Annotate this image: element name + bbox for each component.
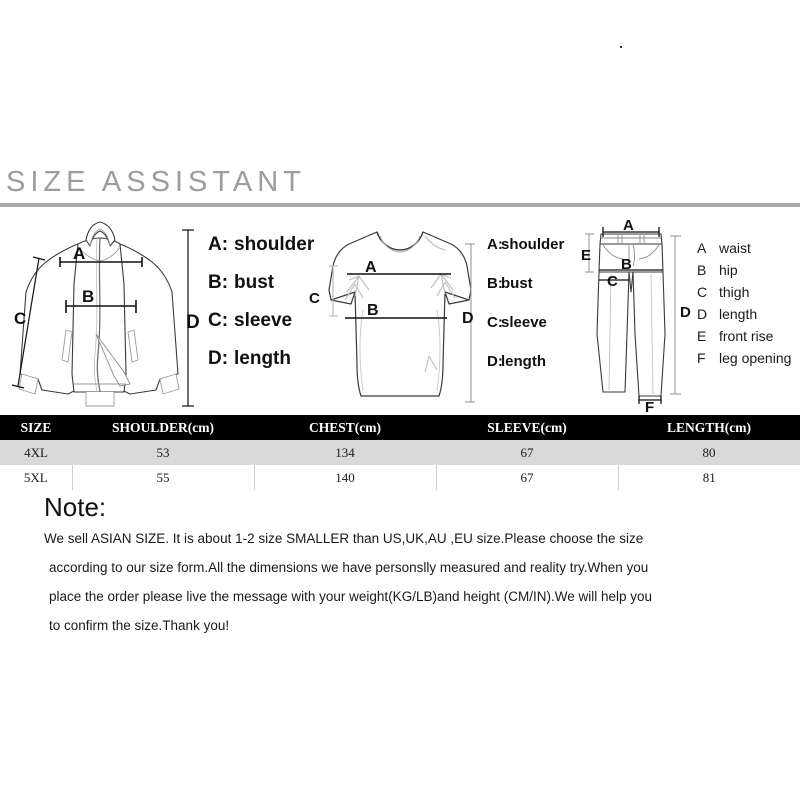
- legend-term: shoulder: [234, 234, 315, 255]
- legend-term: bust: [501, 275, 533, 292]
- title-divider: [0, 203, 800, 207]
- legend-key: C:: [487, 314, 503, 331]
- legend-term: length: [234, 348, 291, 369]
- svg-text:F: F: [645, 399, 655, 414]
- jacket-legend: [208, 234, 314, 386]
- svg-text:B: B: [82, 287, 95, 306]
- note-line: place the order please live the message with your weight(KG/LB)and height (CM/IN).We will help you: [49, 589, 653, 604]
- legend-item: [208, 348, 314, 386]
- jacket-diagram: [8, 214, 198, 414]
- legend-key: B:: [208, 272, 229, 293]
- legend-item: [697, 306, 791, 328]
- legend-item: [697, 240, 791, 262]
- legend-key: D:: [208, 348, 229, 369]
- legend-key: B:: [487, 275, 503, 292]
- legend-key: D: [697, 306, 708, 322]
- note-line: We sell ASIAN SIZE. It is about 1-2 size SMALLER than US,UK,AU ,EU size.Please choose the size: [44, 531, 644, 546]
- note-line: to confirm the size.Thank you!: [49, 618, 230, 633]
- page-title: SIZE ASSISTANT: [6, 166, 306, 198]
- svg-text:C: C: [14, 309, 27, 328]
- legend-term: length: [719, 306, 758, 322]
- legend-key: B: [697, 262, 707, 278]
- svg-text:A: A: [623, 217, 634, 234]
- note-line: according to our size form.All the dimensions we have personslly measured and reality try.When you: [49, 560, 649, 575]
- legend-key: A: [697, 240, 707, 256]
- legend-key: A:: [208, 234, 229, 255]
- legend-key: A:: [487, 236, 503, 253]
- cell-size: 4XL: [0, 440, 72, 465]
- legend-item: [487, 314, 564, 353]
- legend-term: shoulder: [501, 236, 565, 253]
- legend-item: [487, 236, 564, 275]
- svg-text:A: A: [73, 244, 86, 263]
- legend-term: waist: [719, 240, 751, 256]
- legend-key: D:: [487, 353, 503, 370]
- cell-sleeve: 67: [436, 465, 618, 490]
- legend-key: C: [697, 284, 708, 300]
- legend-term: sleeve: [234, 310, 293, 331]
- header-shoulder: SHOULDER(cm): [72, 415, 254, 440]
- pants-legend: [697, 240, 791, 372]
- legend-key: C:: [208, 310, 229, 331]
- legend-item: [697, 284, 791, 306]
- svg-text:B: B: [621, 256, 632, 273]
- legend-item: [697, 328, 791, 350]
- table-row: [0, 440, 800, 465]
- header-chest: CHEST(cm): [254, 415, 436, 440]
- pants-marker-e: E: [581, 247, 592, 264]
- title-block: [0, 166, 800, 208]
- legend-item: [487, 275, 564, 314]
- legend-item: [208, 310, 314, 348]
- svg-text:B: B: [367, 302, 379, 319]
- svg-text:C: C: [607, 273, 618, 290]
- tshirt-marker-d: D: [462, 310, 474, 327]
- header-length: LENGTH(cm): [618, 415, 800, 440]
- cell-shoulder: 55: [72, 465, 254, 490]
- legend-item: [208, 234, 314, 272]
- garment-diagrams: [0, 214, 800, 414]
- cell-length: 81: [618, 465, 800, 490]
- legend-term: sleeve: [501, 314, 547, 331]
- legend-item: [697, 262, 791, 284]
- legend-term: hip: [719, 262, 738, 278]
- legend-item: [208, 272, 314, 310]
- cell-sleeve: 67: [436, 440, 618, 465]
- legend-key: E: [697, 328, 707, 344]
- tshirt-legend: [487, 236, 564, 392]
- stray-dot-artifact: [620, 46, 622, 48]
- tshirt-diagram: [309, 214, 475, 414]
- cell-chest: 134: [254, 440, 436, 465]
- header-sleeve: SLEEVE(cm): [436, 415, 618, 440]
- legend-item: [697, 350, 791, 372]
- cell-length: 80: [618, 440, 800, 465]
- pants-diagram: [581, 214, 695, 414]
- note-block: [44, 492, 774, 640]
- svg-text:A: A: [365, 259, 377, 276]
- note-heading: Note:: [44, 492, 107, 522]
- size-table: [0, 415, 800, 490]
- cell-shoulder: 53: [72, 440, 254, 465]
- legend-term: bust: [234, 272, 275, 293]
- legend-term: front rise: [719, 328, 774, 344]
- table-row: [0, 465, 800, 490]
- legend-item: [487, 353, 564, 392]
- jacket-marker-d: D: [186, 312, 200, 333]
- legend-term: leg opening: [719, 350, 792, 366]
- legend-term: thigh: [719, 284, 750, 300]
- header-size: SIZE: [0, 415, 72, 440]
- cell-chest: 140: [254, 465, 436, 490]
- legend-key: F: [697, 350, 706, 366]
- cell-size: 5XL: [0, 465, 72, 490]
- tshirt-marker-c: C: [309, 290, 320, 307]
- pants-marker-d: D: [680, 304, 691, 321]
- table-header-row: [0, 415, 800, 440]
- legend-term: length: [501, 353, 546, 370]
